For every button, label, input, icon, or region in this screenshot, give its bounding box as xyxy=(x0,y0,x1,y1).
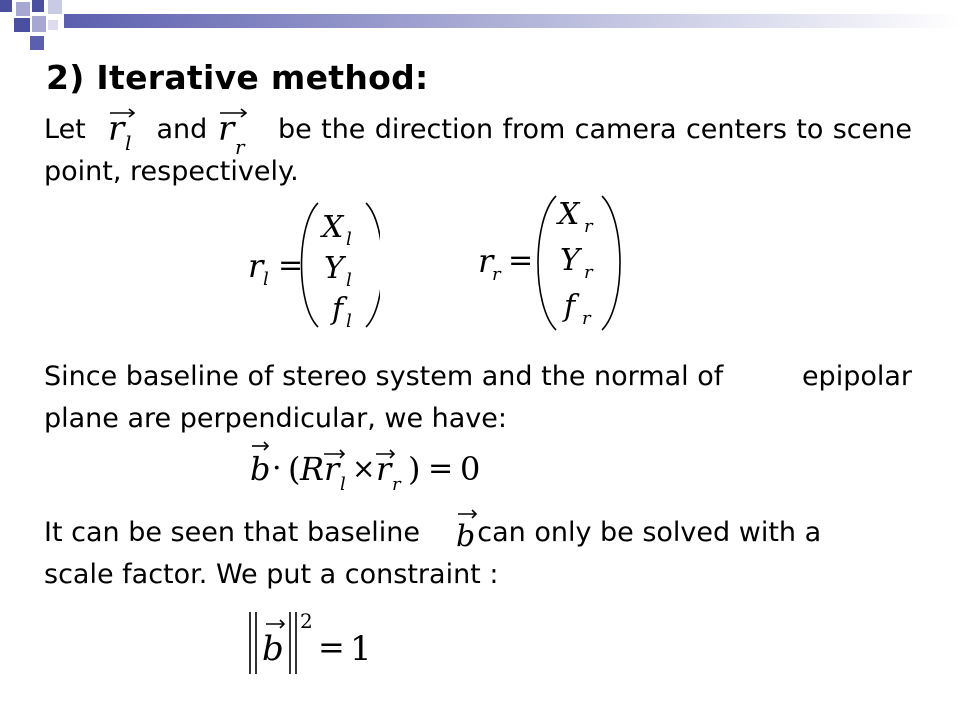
equation-r-l-vector xyxy=(240,195,380,335)
equation-r-r-vector xyxy=(472,190,622,336)
perpendicular-line-2: plane are perpendicular, we have: xyxy=(44,403,507,434)
math-sub-l: l xyxy=(340,474,346,495)
perpendicular-line-1-b: epipolar xyxy=(801,361,912,392)
math-sub-l: l xyxy=(125,131,132,154)
math-rparen: ) xyxy=(408,450,421,488)
math-Y: Y xyxy=(324,251,344,286)
equation-coplanarity xyxy=(244,440,514,496)
math-sq: 2 xyxy=(300,609,313,633)
vector-b-inline xyxy=(450,508,484,552)
deco-square xyxy=(48,0,62,14)
math-b: b xyxy=(250,450,271,488)
math-r: r xyxy=(108,109,125,149)
math-b: b xyxy=(456,519,476,552)
math-r: r xyxy=(478,242,494,280)
math-r: r xyxy=(218,109,235,149)
deco-square xyxy=(0,0,12,12)
equation-norm-constraint xyxy=(244,608,384,680)
intro-line-1 xyxy=(44,109,912,151)
math-R: R xyxy=(300,450,325,488)
math-f: f xyxy=(564,289,576,324)
math-r: r xyxy=(248,247,264,285)
word-let: Let xyxy=(44,114,86,145)
math-sub-r: r xyxy=(235,135,245,156)
deco-square xyxy=(16,2,30,16)
deco-square xyxy=(48,20,58,30)
perpendicular-line-1 xyxy=(44,356,912,398)
deco-square xyxy=(32,16,46,32)
vector-r-l-inline xyxy=(104,106,144,154)
intro-paragraph xyxy=(44,109,912,193)
math-equals: = xyxy=(278,248,304,283)
math-sub-r: r xyxy=(492,264,501,285)
math-equals: = xyxy=(428,451,454,486)
math-sub-l: l xyxy=(346,311,352,332)
math-sub-l: l xyxy=(346,270,352,291)
math-sub-l: l xyxy=(263,269,269,290)
deco-square xyxy=(32,0,44,12)
math-zero: 0 xyxy=(460,450,481,488)
scale-line-1-a: It can be seen that baseline xyxy=(44,517,421,548)
math-one: 1 xyxy=(350,629,372,669)
math-equals: = xyxy=(318,628,345,666)
deco-square xyxy=(30,36,44,50)
scale-line-1-b: can only be solved with a xyxy=(477,517,822,548)
math-b: b xyxy=(262,629,284,669)
math-sub-r: r xyxy=(582,308,591,329)
math-dot: · xyxy=(272,451,282,486)
deco-bar xyxy=(64,14,960,28)
math-X: X xyxy=(558,197,580,232)
math-Y: Y xyxy=(560,243,580,278)
scale-line-2: scale factor. We put a constraint : xyxy=(44,559,499,590)
math-sub-r: r xyxy=(584,262,593,283)
header-decoration xyxy=(0,0,960,60)
math-lparen: ( xyxy=(288,450,301,488)
vector-r-r-inline xyxy=(212,106,254,156)
left-bracket xyxy=(538,196,556,330)
math-r: r xyxy=(324,450,340,488)
math-equals: = xyxy=(508,243,534,278)
right-bracket xyxy=(602,196,620,330)
math-sub-r: r xyxy=(392,474,401,495)
intro-line-2: point, respectively. xyxy=(44,156,299,187)
slide-title: 2) Iterative method: xyxy=(46,58,429,97)
math-X: X xyxy=(322,210,344,245)
perpendicular-line-1-a: Since baseline of stereo system and the normal of xyxy=(44,361,724,392)
deco-square xyxy=(14,18,30,32)
math-sub-r: r xyxy=(584,216,593,237)
math-r: r xyxy=(376,450,392,488)
right-bracket xyxy=(366,203,380,327)
perpendicular-paragraph xyxy=(44,356,912,440)
math-f: f xyxy=(332,292,344,327)
left-bracket xyxy=(302,203,319,327)
word-and: and xyxy=(156,114,208,145)
intro-line-1-rest: be the direction from camera centers to scene xyxy=(278,114,912,145)
math-times: × xyxy=(352,452,376,485)
math-sub-l: l xyxy=(346,229,352,250)
